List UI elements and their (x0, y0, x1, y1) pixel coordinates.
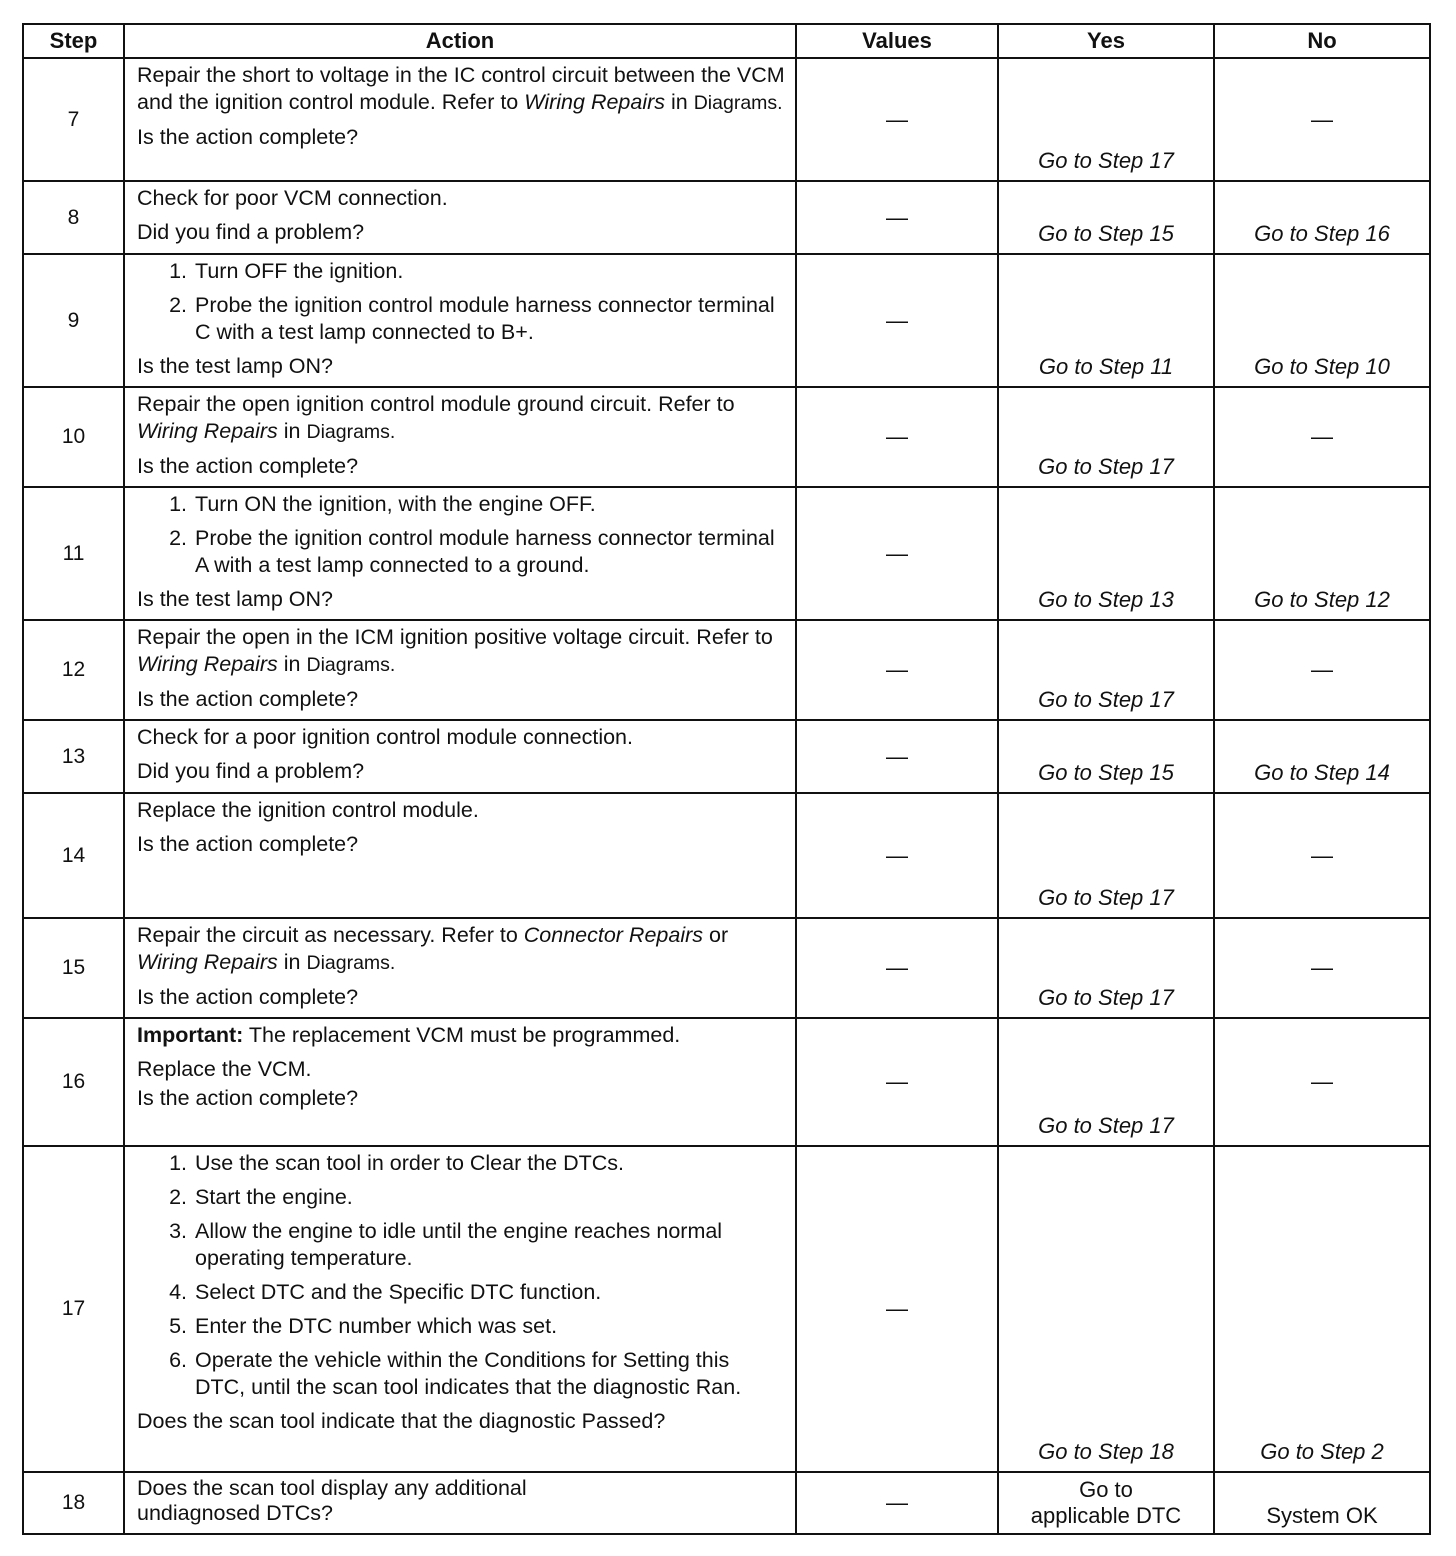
action-text: or (703, 923, 729, 947)
no-result: Go to Step 12 (1254, 587, 1390, 612)
yes-result: Go to Step 17 (1038, 1113, 1174, 1138)
yes-result: Go to Step 11 (1038, 354, 1174, 379)
step-number: 12 (23, 620, 124, 720)
no-result: Go to Step 10 (1254, 354, 1390, 379)
question: Did you find a problem? (137, 220, 365, 244)
yes-cell (998, 1018, 1214, 1146)
list-item: 2. Start the engine. (193, 1184, 785, 1211)
action-text: Check for a poor ignition control module connection. (137, 725, 633, 749)
step-number: 14 (23, 793, 124, 918)
list-item: 1. Turn OFF the ignition. (193, 258, 785, 285)
no-result: — (1311, 106, 1333, 132)
question: Is the test lamp ON? (137, 587, 333, 611)
action-cell (124, 1018, 796, 1146)
action-text: in (277, 950, 307, 974)
no-result: — (1311, 657, 1333, 682)
no-cell (1214, 1018, 1430, 1146)
yes-cell (998, 620, 1214, 720)
action-cell (124, 254, 796, 387)
action-cell (124, 387, 796, 487)
yes-cell (998, 793, 1214, 918)
action-cell (124, 793, 796, 918)
step-number: 18 (23, 1472, 124, 1534)
yes-cell (998, 254, 1214, 387)
action-cell (124, 181, 796, 254)
action-text: in (277, 652, 307, 676)
table-row-step-7 (23, 58, 1430, 181)
header-yes: Yes (998, 24, 1214, 58)
yes-result-line2: applicable DTC (1030, 1503, 1182, 1528)
header-row (23, 24, 1430, 58)
yes-cell (998, 58, 1214, 181)
step-number: 11 (23, 487, 124, 620)
no-cell (1214, 487, 1430, 620)
no-cell (1214, 620, 1430, 720)
list-item: 2. Probe the ignition control module harness connector terminal C with a test lamp connected to B+. (193, 292, 785, 346)
yes-result: Go to Step 15 (1038, 760, 1174, 785)
action-cell (124, 918, 796, 1018)
table-row-step-18 (23, 1472, 1430, 1534)
yes-result: Go to Step 17 (1038, 148, 1174, 173)
action-cell (124, 1146, 796, 1472)
reference-section: Diagrams. (306, 421, 396, 443)
table-row-step-9 (23, 254, 1430, 387)
values-cell: — (796, 720, 998, 793)
step-number: 10 (23, 387, 124, 487)
action-text: Replace the VCM. (137, 1057, 312, 1081)
step-number: 9 (23, 254, 124, 387)
list-item: 4. Select DTC and the Specific DTC function. (193, 1279, 785, 1306)
yes-cell (998, 1472, 1214, 1534)
reference-section: Diagrams. (306, 654, 396, 676)
action-cell (124, 1472, 796, 1534)
no-result: — (1311, 424, 1333, 449)
reference-link: Wiring Repairs (524, 90, 666, 114)
no-cell (1214, 918, 1430, 1018)
question: Is the action complete? (137, 125, 359, 149)
table-row-step-10 (23, 387, 1430, 487)
values-cell: — (796, 181, 998, 254)
table-row-step-13 (23, 720, 1430, 793)
no-cell (1214, 254, 1430, 387)
action-text: Replace the ignition control module. (137, 798, 479, 822)
step-number: 16 (23, 1018, 124, 1146)
no-cell (1214, 1472, 1430, 1534)
yes-result: Go to Step 15 (1038, 221, 1174, 246)
no-cell (1214, 720, 1430, 793)
action-cell (124, 720, 796, 793)
no-cell (1214, 181, 1430, 254)
action-text: in (665, 90, 694, 114)
yes-result: Go to Step 18 (1038, 1439, 1174, 1464)
no-result: — (1311, 955, 1333, 980)
yes-cell (998, 487, 1214, 620)
no-cell (1214, 1146, 1430, 1472)
no-cell (1214, 387, 1430, 487)
no-result: — (1311, 842, 1333, 868)
no-result: Go to Step 14 (1254, 760, 1390, 785)
yes-result: Go to Step 13 (1038, 587, 1174, 612)
list-item: 5. Enter the DTC number which was set. (193, 1313, 785, 1340)
question: Did you find a problem? (137, 759, 365, 783)
values-cell: — (796, 1472, 998, 1534)
action-text: Repair the circuit as necessary. Refer to (137, 923, 524, 947)
yes-cell (998, 387, 1214, 487)
no-result: Go to Step 2 (1260, 1439, 1384, 1464)
list-item: 1. Use the scan tool in order to Clear the DTCs. (193, 1150, 785, 1177)
values-cell: — (796, 254, 998, 387)
values-cell: — (796, 1146, 998, 1472)
question: Is the action complete? (137, 985, 359, 1009)
important-label: Important: (137, 1023, 244, 1047)
yes-cell (998, 918, 1214, 1018)
yes-result: Go to Step 17 (1038, 885, 1174, 910)
table-row-step-16 (23, 1018, 1430, 1146)
no-cell (1214, 58, 1430, 181)
list-item: 2. Probe the ignition control module harness connector terminal A with a test lamp connected to a ground. (193, 525, 785, 579)
reference-link: Wiring Repairs (137, 652, 278, 676)
action-text: Repair the short to voltage in the IC control circuit between the VCM and the ignition control module. Refer to (137, 63, 785, 114)
action-text: Repair the open ignition control module ground circuit. Refer to (137, 392, 735, 416)
values-cell: — (796, 793, 998, 918)
no-result: Go to Step 16 (1254, 221, 1390, 246)
yes-cell (998, 720, 1214, 793)
no-result: — (1311, 1069, 1333, 1094)
reference-section: Diagrams. (693, 92, 783, 114)
no-cell (1214, 793, 1430, 918)
question: Is the action complete? (137, 454, 359, 478)
question: Is the action complete? (137, 687, 359, 711)
action-cell (124, 58, 796, 181)
header-action: Action (124, 24, 796, 58)
action-text: Repair the open in the ICM ignition positive voltage circuit. Refer to (137, 625, 773, 649)
reference-link: Wiring Repairs (137, 950, 278, 974)
step-number: 15 (23, 918, 124, 1018)
header-step: Step (23, 24, 124, 58)
important-text: The replacement VCM must be programmed. (243, 1023, 681, 1047)
step-number: 7 (23, 58, 124, 181)
reference-link: Connector Repairs (523, 923, 704, 947)
action-cell (124, 487, 796, 620)
action-text: in (277, 419, 307, 443)
values-cell: — (796, 918, 998, 1018)
values-cell: — (796, 58, 998, 181)
table-row-step-12 (23, 620, 1430, 720)
step-number: 8 (23, 181, 124, 254)
list-item: 1. Turn ON the ignition, with the engine OFF. (193, 491, 785, 518)
yes-result: Go to Step 17 (1038, 985, 1174, 1010)
table-row-step-17 (23, 1146, 1430, 1472)
table-row-step-8 (23, 181, 1430, 254)
header-no: No (1214, 24, 1430, 58)
header-values: Values (796, 24, 998, 58)
question: Does the scan tool indicate that the diagnostic Passed? (137, 1409, 666, 1433)
question: Is the test lamp ON? (137, 354, 333, 378)
values-cell: — (796, 1018, 998, 1146)
action-cell (124, 620, 796, 720)
values-cell: — (796, 620, 998, 720)
list-item: 3. Allow the engine to idle until the engine reaches normal operating temperature. (193, 1218, 785, 1272)
table-row-step-11 (23, 487, 1430, 620)
table-row-step-14 (23, 793, 1430, 918)
values-cell: — (796, 387, 998, 487)
yes-result: Go to Step 17 (1038, 454, 1174, 479)
no-result: System OK (1266, 1503, 1378, 1528)
action-text: Check for poor VCM connection. (137, 186, 448, 210)
yes-result: Go to Step 17 (1038, 687, 1174, 712)
yes-cell (998, 181, 1214, 254)
yes-result-line1: Go to (1079, 1477, 1133, 1502)
yes-cell (998, 1146, 1214, 1472)
values-cell: — (796, 487, 998, 620)
reference-section: Diagrams. (306, 952, 396, 974)
table-row-step-15 (23, 918, 1430, 1018)
step-number: 13 (23, 720, 124, 793)
list-item: 6. Operate the vehicle within the Conditions for Setting this DTC, until the scan tool indicates that the diagnostic Ran. (193, 1347, 785, 1401)
question: Does the scan tool display any additional undiagnosed DTCs? (137, 1476, 527, 1525)
question: Is the action complete? (137, 832, 359, 856)
step-number: 17 (23, 1146, 124, 1472)
question: Is the action complete? (137, 1086, 359, 1110)
diagnostic-table (22, 23, 1431, 1535)
reference-link: Wiring Repairs (137, 419, 278, 443)
